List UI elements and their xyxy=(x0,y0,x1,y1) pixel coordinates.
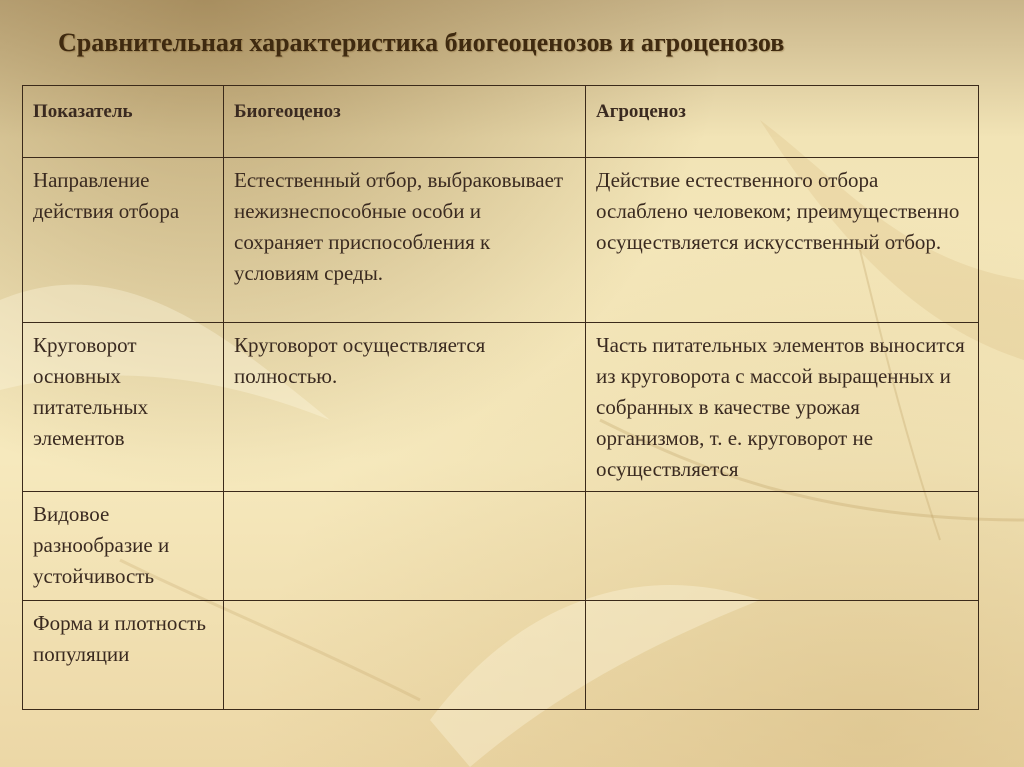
cell-biogeocenosis: Естественный отбор, выбраковывает нежизнеспособные особи и сохраняет приспособления к условиям среды. xyxy=(224,158,586,323)
table-header-row xyxy=(23,86,979,158)
cell-indicator: Видовое разнообразие и устойчивость xyxy=(23,492,224,601)
header-biogeocenosis: Биогеоценоз xyxy=(224,86,586,158)
table-row xyxy=(23,601,979,710)
cell-agrocenosis xyxy=(586,492,979,601)
cell-indicator: Форма и плотность популяции xyxy=(23,601,224,710)
cell-biogeocenosis xyxy=(224,492,586,601)
header-indicator: Показатель xyxy=(23,86,224,158)
cell-indicator: Круговорот основных питательных элементов xyxy=(23,323,224,492)
cell-biogeocenosis xyxy=(224,601,586,710)
cell-agrocenosis: Действие естественного отбора ослаблено человеком; преимущественно осуществляется искусственный отбор. xyxy=(586,158,979,323)
slide-title: Сравнительная характеристика биогеоценозов и агроценозов xyxy=(58,28,785,57)
header-agrocenosis: Агроценоз xyxy=(586,86,979,158)
cell-agrocenosis xyxy=(586,601,979,710)
table-row xyxy=(23,323,979,492)
cell-biogeocenosis: Круговорот осуществляется полностью. xyxy=(224,323,586,492)
table-row xyxy=(23,158,979,323)
cell-agrocenosis: Часть питательных элементов выносится из круговорота с массой выращенных и собранных в качестве урожая организмов, т. е. круговорот не осуществляется xyxy=(586,323,979,492)
comparison-table xyxy=(22,85,979,710)
cell-indicator: Направление действия отбора xyxy=(23,158,224,323)
table-row xyxy=(23,492,979,601)
